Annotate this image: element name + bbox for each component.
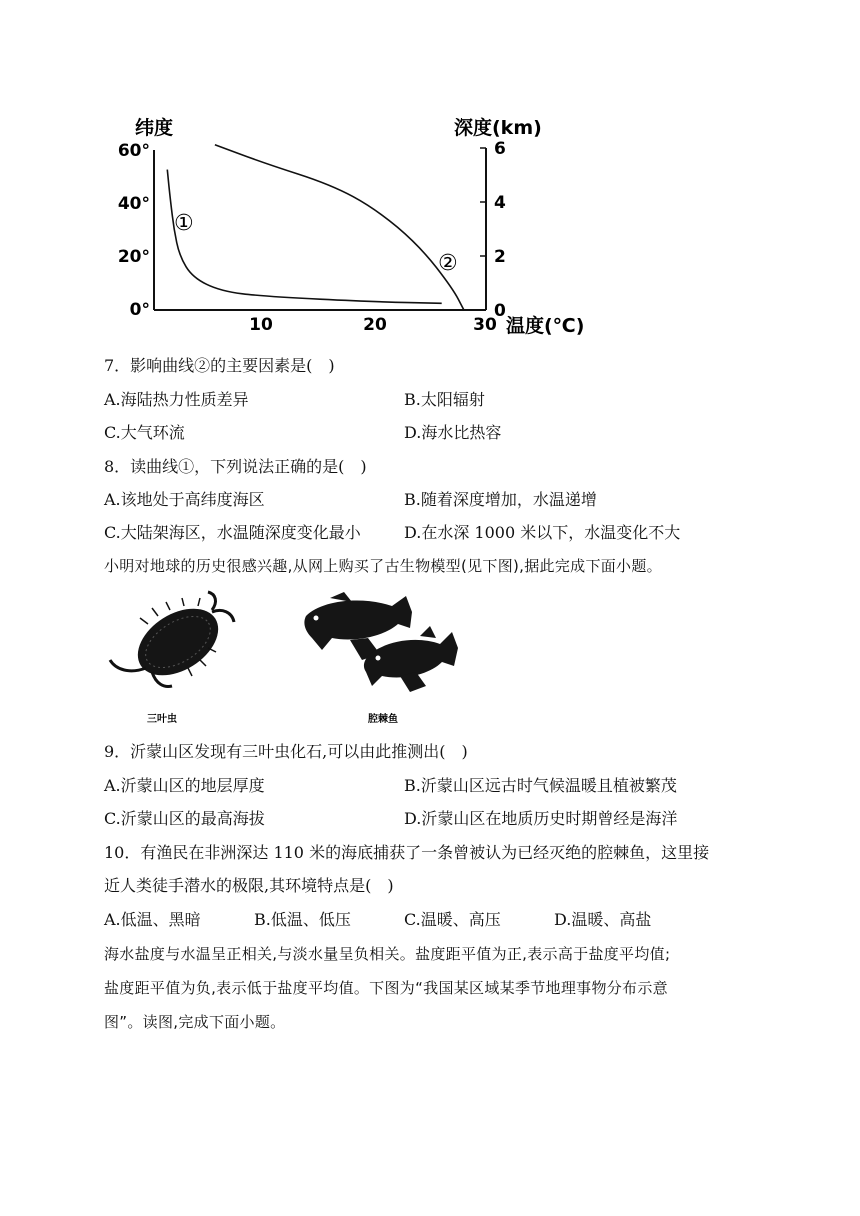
question-7-option-b: B.太阳辐射	[404, 390, 485, 409]
x-tick-label: 20	[363, 315, 387, 335]
question-8-option-d: D.在水深 1000 米以下，水温变化不大	[404, 523, 681, 542]
fossil-figure-svg	[100, 588, 480, 728]
question-10-stem-line-1: 10．有渔民在非洲深达 110 米的海底捕获了一条曾被认为已经灭绝的腔棘鱼，这里接	[104, 843, 710, 862]
question-9-stem: 9．沂蒙山区发现有三叶虫化石,可以由此推测出( )	[104, 742, 468, 761]
question-8-option-c: C.大陆架海区，水温随深度变化最小	[104, 523, 361, 542]
question-8-option-a: A.该地处于高纬度海区	[104, 490, 265, 509]
passage-salinity-line-2: 盐度距平值为负,表示低于盐度平均值。下图为“我国某区域某季节地理事物分布示意	[104, 979, 668, 997]
trilobite-caption: 三叶虫	[147, 714, 177, 725]
x-axis-title: 温度(℃)	[506, 315, 585, 337]
passage-fossil-intro: 小明对地球的历史很感兴趣,从网上购买了古生物模型(见下图),据此完成下面小题。	[104, 557, 662, 575]
left-axis-title: 纬度	[135, 117, 174, 139]
fossil-figure	[100, 588, 480, 728]
left-tick-label: 0°	[129, 300, 150, 320]
passage-salinity-line-1: 海水盐度与水温呈正相关,与淡水量呈负相关。盐度距平值为正,表示高于盐度平均值;	[104, 945, 671, 963]
right-tick-label: 4	[494, 193, 506, 213]
question-10-stem-line-2: 近人类徒手潜水的极限,其环境特点是( )	[104, 876, 394, 895]
coelacanth-caption: 腔棘鱼	[368, 714, 398, 725]
question-10-option-a: A.低温、黑暗	[104, 910, 201, 929]
question-8-option-b: B.随着深度增加，水温递增	[404, 490, 597, 509]
x-tick-label: 30	[473, 315, 497, 335]
right-tick-label: 2	[494, 247, 506, 267]
curve-2-label: ②	[438, 251, 458, 276]
question-7-option-c: C.大气环流	[104, 423, 185, 442]
question-7-option-d: D.海水比热容	[404, 423, 502, 442]
question-9-option-a: A.沂蒙山区的地层厚度	[104, 776, 265, 795]
question-9-option-d: D.沂蒙山区在地质历史时期曾经是海洋	[404, 809, 678, 828]
chart-svg	[100, 108, 600, 348]
question-8-stem: 8．读曲线①，下列说法正确的是( )	[104, 457, 367, 476]
x-tick-label: 10	[249, 315, 273, 335]
coelacanth-image	[304, 592, 458, 692]
trilobite-image	[110, 592, 234, 689]
question-7-stem: 7．影响曲线②的主要因素是( )	[104, 356, 335, 375]
left-tick-label: 20°	[117, 247, 150, 267]
question-9-option-c: C.沂蒙山区的最高海拔	[104, 809, 265, 828]
question-10-option-b: B.低温、低压	[254, 910, 351, 929]
curve-2-line	[215, 145, 464, 310]
question-10-option-c: C.温暖、高压	[404, 910, 501, 929]
temperature-chart	[100, 108, 600, 348]
left-tick-label: 40°	[117, 194, 150, 214]
right-axis-title: 深度(km)	[454, 117, 542, 139]
curve-1-label: ①	[174, 211, 194, 236]
question-10-option-d: D.温暖、高盐	[554, 910, 652, 929]
right-tick-label: 0	[494, 301, 506, 321]
passage-salinity-line-3: 图”。读图,完成下面小题。	[104, 1013, 286, 1031]
left-tick-label: 60°	[117, 141, 150, 161]
question-7-option-a: A.海陆热力性质差异	[104, 390, 249, 409]
curve-1-line	[167, 170, 441, 304]
question-9-option-b: B.沂蒙山区远古时气候温暖且植被繁茂	[404, 776, 677, 795]
right-tick-label: 6	[494, 139, 506, 159]
